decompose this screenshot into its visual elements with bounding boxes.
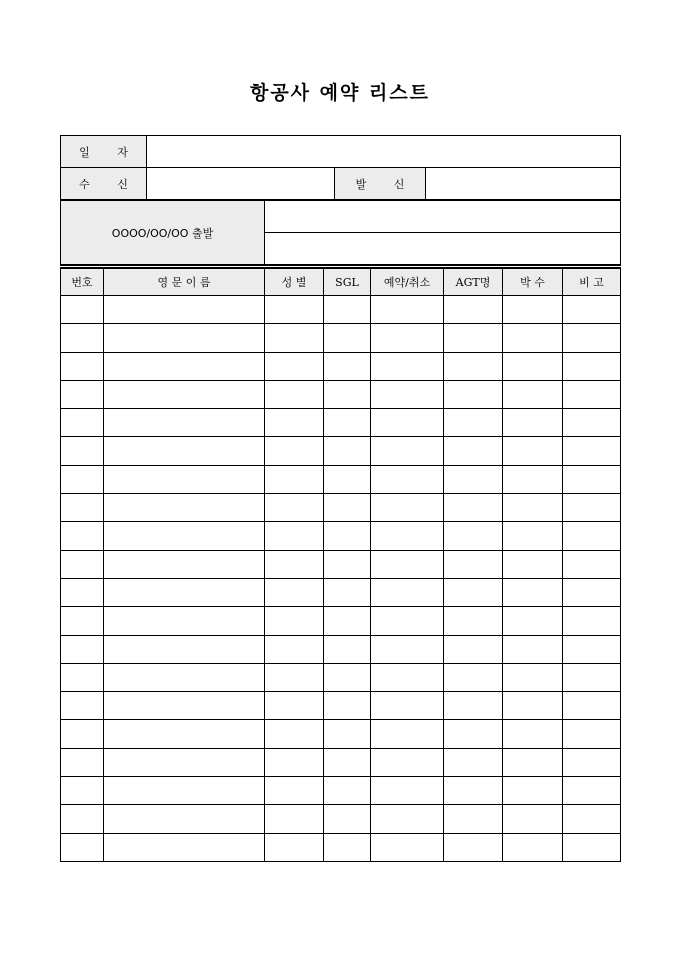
table-row	[61, 635, 621, 663]
table-cell[interactable]	[61, 720, 104, 748]
table-cell[interactable]	[563, 607, 621, 635]
table-cell[interactable]	[503, 777, 563, 805]
reservation-sheet	[60, 135, 620, 862]
table-cell[interactable]	[104, 494, 265, 522]
table-cell[interactable]	[563, 437, 621, 465]
table-cell[interactable]	[61, 437, 104, 465]
table-cell[interactable]	[503, 833, 563, 861]
table-row	[61, 494, 621, 522]
table-cell[interactable]	[503, 550, 563, 578]
table-cell[interactable]	[104, 663, 265, 691]
recipient-field[interactable]	[147, 168, 335, 200]
table-cell[interactable]	[444, 522, 503, 550]
table-cell[interactable]	[563, 692, 621, 720]
table-cell[interactable]	[104, 352, 265, 380]
table-cell[interactable]	[503, 324, 563, 352]
table-row	[61, 550, 621, 578]
table-cell[interactable]	[61, 748, 104, 776]
table-cell[interactable]	[563, 663, 621, 691]
table-cell[interactable]	[444, 296, 503, 324]
table-row	[61, 805, 621, 833]
table-cell[interactable]	[324, 692, 371, 720]
table-cell[interactable]	[324, 578, 371, 606]
table-cell[interactable]	[503, 692, 563, 720]
table-cell[interactable]	[104, 522, 265, 550]
column-header-agent: AGT명	[444, 269, 503, 296]
table-cell[interactable]	[503, 465, 563, 493]
table-cell[interactable]	[371, 380, 444, 408]
table-cell[interactable]	[371, 494, 444, 522]
table-cell[interactable]	[104, 777, 265, 805]
table-cell[interactable]	[265, 409, 324, 437]
table-cell[interactable]	[563, 748, 621, 776]
table-cell[interactable]	[324, 522, 371, 550]
table-cell[interactable]	[371, 777, 444, 805]
table-cell[interactable]	[444, 324, 503, 352]
table-cell[interactable]	[324, 607, 371, 635]
table-cell[interactable]	[104, 692, 265, 720]
departure-field-1[interactable]	[265, 201, 621, 233]
table-cell[interactable]	[563, 833, 621, 861]
table-row	[61, 437, 621, 465]
table-cell[interactable]	[324, 380, 371, 408]
column-header-remarks: 비 고	[563, 269, 621, 296]
table-cell[interactable]	[61, 607, 104, 635]
table-cell[interactable]	[104, 607, 265, 635]
sender-label: 발 신	[335, 168, 426, 200]
table-cell[interactable]	[324, 409, 371, 437]
table-cell[interactable]	[444, 352, 503, 380]
departure-field-2[interactable]	[265, 233, 621, 265]
table-cell[interactable]	[563, 352, 621, 380]
table-row	[61, 692, 621, 720]
table-cell[interactable]	[371, 692, 444, 720]
table-cell[interactable]	[265, 352, 324, 380]
table-cell[interactable]	[371, 578, 444, 606]
table-cell[interactable]	[104, 578, 265, 606]
table-row	[61, 352, 621, 380]
table-cell[interactable]	[444, 409, 503, 437]
table-cell[interactable]	[104, 465, 265, 493]
table-cell[interactable]	[104, 409, 265, 437]
column-header-sgl: SGL	[324, 269, 371, 296]
column-header-row	[61, 269, 621, 296]
column-header-gender: 성 별	[265, 269, 324, 296]
date-field[interactable]	[147, 136, 621, 168]
table-cell[interactable]	[444, 777, 503, 805]
table-cell[interactable]	[104, 635, 265, 663]
table-cell[interactable]	[265, 578, 324, 606]
table-cell[interactable]	[371, 607, 444, 635]
table-cell[interactable]	[61, 777, 104, 805]
table-cell[interactable]	[503, 720, 563, 748]
column-header-nights: 박 수	[503, 269, 563, 296]
departure-label: OOOO/OO/OO 출발	[61, 201, 265, 265]
table-cell[interactable]	[563, 578, 621, 606]
passenger-table	[60, 265, 621, 862]
table-cell[interactable]	[61, 805, 104, 833]
table-cell[interactable]	[265, 550, 324, 578]
table-cell[interactable]	[104, 296, 265, 324]
table-cell[interactable]	[444, 465, 503, 493]
table-cell[interactable]	[371, 409, 444, 437]
table-cell[interactable]	[444, 805, 503, 833]
table-cell[interactable]	[324, 352, 371, 380]
table-cell[interactable]	[324, 437, 371, 465]
date-label: 일 자	[61, 136, 147, 168]
table-cell[interactable]	[61, 380, 104, 408]
table-row	[61, 522, 621, 550]
table-cell[interactable]	[324, 805, 371, 833]
table-cell[interactable]	[324, 635, 371, 663]
table-cell[interactable]	[324, 324, 371, 352]
table-cell[interactable]	[444, 550, 503, 578]
header-table	[60, 135, 621, 200]
table-cell[interactable]	[104, 324, 265, 352]
table-row	[61, 578, 621, 606]
table-cell[interactable]	[563, 777, 621, 805]
table-cell[interactable]	[444, 380, 503, 408]
table-cell[interactable]	[563, 522, 621, 550]
table-cell[interactable]	[444, 607, 503, 635]
table-row	[61, 720, 621, 748]
table-cell[interactable]	[324, 465, 371, 493]
table-row	[61, 607, 621, 635]
table-cell[interactable]	[503, 748, 563, 776]
table-cell[interactable]	[265, 663, 324, 691]
column-header-reserve-cancel: 예약/취소	[371, 269, 444, 296]
table-cell[interactable]	[104, 380, 265, 408]
table-row	[61, 465, 621, 493]
table-cell[interactable]	[371, 663, 444, 691]
table-cell[interactable]	[503, 296, 563, 324]
table-cell[interactable]	[104, 805, 265, 833]
table-cell[interactable]	[324, 720, 371, 748]
table-row	[61, 324, 621, 352]
table-cell[interactable]	[371, 522, 444, 550]
table-cell[interactable]	[61, 494, 104, 522]
table-cell[interactable]	[444, 748, 503, 776]
table-row	[61, 380, 621, 408]
table-cell[interactable]	[444, 833, 503, 861]
table-cell[interactable]	[265, 720, 324, 748]
sender-field[interactable]	[426, 168, 621, 200]
table-cell[interactable]	[265, 777, 324, 805]
table-cell[interactable]	[563, 635, 621, 663]
table-row	[61, 748, 621, 776]
table-cell[interactable]	[444, 578, 503, 606]
table-cell[interactable]	[371, 550, 444, 578]
column-header-english-name: 영 문 이 름	[104, 269, 265, 296]
table-cell[interactable]	[265, 437, 324, 465]
table-cell[interactable]	[503, 352, 563, 380]
table-cell[interactable]	[265, 805, 324, 833]
table-cell[interactable]	[265, 607, 324, 635]
table-cell[interactable]	[503, 635, 563, 663]
table-cell[interactable]	[265, 296, 324, 324]
table-cell[interactable]	[503, 437, 563, 465]
departure-table	[60, 200, 621, 265]
table-cell[interactable]	[104, 833, 265, 861]
table-cell[interactable]	[265, 465, 324, 493]
table-cell[interactable]	[61, 522, 104, 550]
table-cell[interactable]	[61, 578, 104, 606]
table-cell[interactable]	[563, 550, 621, 578]
table-cell[interactable]	[61, 324, 104, 352]
table-cell[interactable]	[265, 748, 324, 776]
table-cell[interactable]	[444, 663, 503, 691]
table-row	[61, 409, 621, 437]
page-title: 항공사 예약 리스트	[249, 82, 431, 104]
table-cell[interactable]	[371, 748, 444, 776]
table-cell[interactable]	[61, 663, 104, 691]
table-cell[interactable]	[503, 607, 563, 635]
table-cell[interactable]	[324, 777, 371, 805]
table-cell[interactable]	[61, 550, 104, 578]
table-cell[interactable]	[265, 833, 324, 861]
table-cell[interactable]	[563, 324, 621, 352]
table-row	[61, 663, 621, 691]
table-cell[interactable]	[265, 380, 324, 408]
table-cell[interactable]	[444, 494, 503, 522]
table-cell[interactable]	[265, 494, 324, 522]
table-cell[interactable]	[563, 380, 621, 408]
table-cell[interactable]	[444, 437, 503, 465]
table-cell[interactable]	[503, 805, 563, 833]
table-cell[interactable]	[371, 465, 444, 493]
table-cell[interactable]	[563, 296, 621, 324]
table-cell[interactable]	[324, 296, 371, 324]
table-cell[interactable]	[324, 833, 371, 861]
table-cell[interactable]	[563, 805, 621, 833]
table-row	[61, 296, 621, 324]
table-cell[interactable]	[371, 296, 444, 324]
table-cell[interactable]	[61, 465, 104, 493]
table-cell[interactable]	[324, 748, 371, 776]
table-cell[interactable]	[104, 720, 265, 748]
table-row	[61, 777, 621, 805]
table-cell[interactable]	[503, 578, 563, 606]
table-row	[61, 833, 621, 861]
table-cell[interactable]	[61, 352, 104, 380]
table-cell[interactable]	[563, 720, 621, 748]
table-cell[interactable]	[324, 663, 371, 691]
table-cell[interactable]	[61, 833, 104, 861]
table-cell[interactable]	[265, 692, 324, 720]
table-cell[interactable]	[104, 437, 265, 465]
table-cell[interactable]	[563, 494, 621, 522]
table-cell[interactable]	[503, 380, 563, 408]
column-header-number: 번호	[61, 269, 104, 296]
table-cell[interactable]	[371, 352, 444, 380]
table-cell[interactable]	[563, 465, 621, 493]
table-cell[interactable]	[61, 296, 104, 324]
recipient-label: 수 신	[61, 168, 147, 200]
table-cell[interactable]	[444, 720, 503, 748]
table-cell[interactable]	[265, 324, 324, 352]
table-cell[interactable]	[503, 522, 563, 550]
table-cell[interactable]	[61, 692, 104, 720]
table-cell[interactable]	[371, 437, 444, 465]
table-cell[interactable]	[371, 635, 444, 663]
table-cell[interactable]	[61, 409, 104, 437]
table-cell[interactable]	[371, 720, 444, 748]
table-cell[interactable]	[265, 522, 324, 550]
table-cell[interactable]	[503, 663, 563, 691]
table-cell[interactable]	[503, 409, 563, 437]
table-cell[interactable]	[563, 409, 621, 437]
table-cell[interactable]	[371, 833, 444, 861]
table-cell[interactable]	[371, 324, 444, 352]
table-cell[interactable]	[503, 494, 563, 522]
table-cell[interactable]	[265, 635, 324, 663]
table-cell[interactable]	[444, 635, 503, 663]
table-cell[interactable]	[371, 805, 444, 833]
table-cell[interactable]	[104, 748, 265, 776]
table-cell[interactable]	[324, 494, 371, 522]
table-cell[interactable]	[104, 550, 265, 578]
table-cell[interactable]	[444, 692, 503, 720]
table-cell[interactable]	[324, 550, 371, 578]
table-cell[interactable]	[61, 635, 104, 663]
